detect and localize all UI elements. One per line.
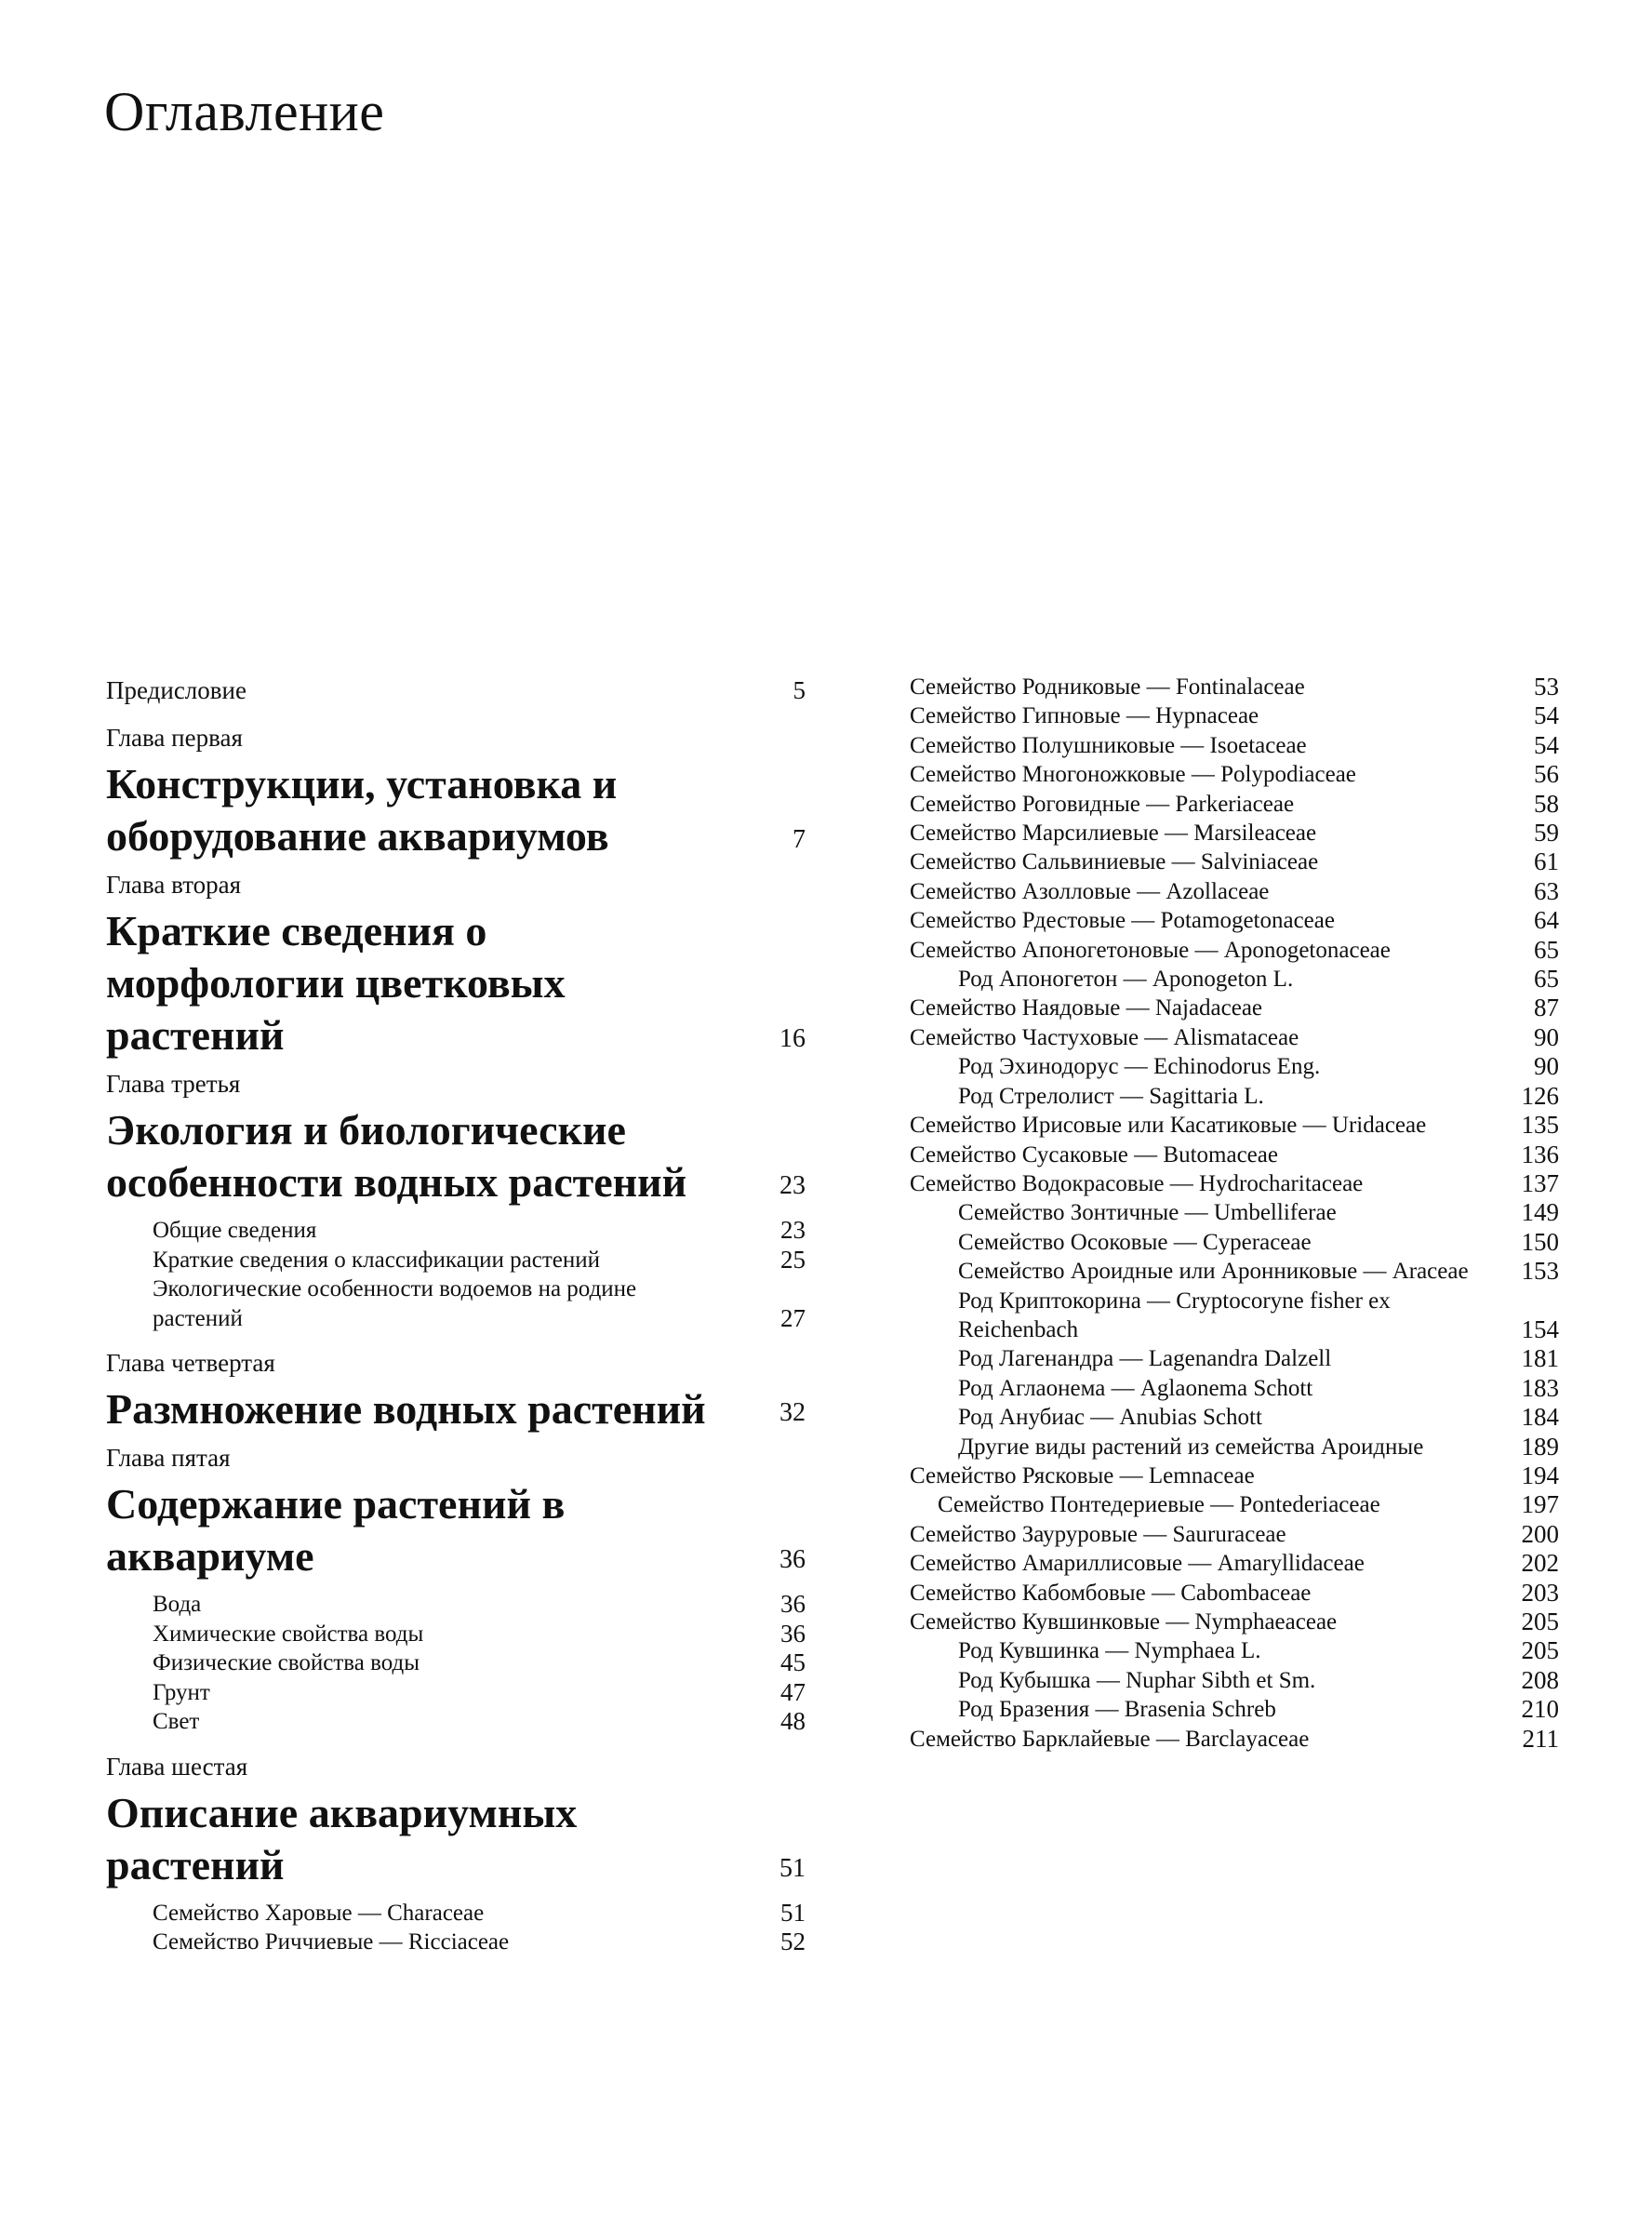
toc-page-number: 200 xyxy=(1521,1519,1559,1548)
toc-entry[interactable] xyxy=(910,1141,1559,1169)
toc-page-number: 154 xyxy=(1521,1314,1559,1343)
toc-entry-text: Семейство Частуховые — Alismataceae xyxy=(910,1024,1299,1050)
toc-entry-text: Вода xyxy=(153,1592,202,1617)
toc-entry[interactable] xyxy=(910,1725,1559,1754)
toc-entry-text: Семейство Рдестовые — Potamogetonaceae xyxy=(910,908,1335,934)
toc-page-number: 56 xyxy=(1534,760,1559,789)
chapter-label: Глава четвертая xyxy=(106,1349,275,1377)
toc-page-number: 202 xyxy=(1521,1549,1559,1578)
toc-page-number: 197 xyxy=(1521,1490,1559,1519)
toc-entry[interactable] xyxy=(910,936,1559,965)
page-title: Оглавление xyxy=(104,81,385,142)
toc-page-number: 27 xyxy=(780,1303,806,1332)
toc-entry-text: Другие виды растений из семейства Ароидные xyxy=(958,1434,1424,1460)
toc-page-number: 36 xyxy=(780,1619,806,1648)
toc-page-number: 23 xyxy=(779,1171,806,1200)
toc-entry[interactable] xyxy=(910,906,1559,935)
toc-entry-text: Грунт xyxy=(153,1679,210,1705)
toc-entry-genus[interactable] xyxy=(910,1082,1559,1111)
toc-entry[interactable] xyxy=(910,790,1559,819)
toc-entry-text: Семейство Родниковые — Fontinalaceae xyxy=(910,674,1305,700)
toc-entry-text: Семейство Апоногетоновые — Aponogetonaceae xyxy=(910,937,1391,963)
toc-entry[interactable] xyxy=(910,819,1559,847)
toc-page-number: 51 xyxy=(779,1853,806,1883)
toc-page-number: 87 xyxy=(1534,994,1559,1022)
toc-entry-text: Род Кувшинка — Nymphaea L. xyxy=(958,1638,1261,1664)
toc-page-number: 208 xyxy=(1521,1665,1559,1694)
toc-entry[interactable] xyxy=(910,994,1559,1022)
toc-entry-text: Общие сведения xyxy=(153,1218,317,1243)
toc-page-number: 184 xyxy=(1521,1403,1559,1432)
toc-entry-text: Семейство Сусаковые — Butomaceae xyxy=(910,1141,1278,1168)
chapter-title[interactable] xyxy=(106,905,806,1061)
toc-page-number: 36 xyxy=(779,1545,806,1574)
toc-page-number: 137 xyxy=(1521,1168,1559,1197)
toc-page-number: 211 xyxy=(1522,1724,1559,1753)
toc-entry-genus[interactable] xyxy=(910,1666,1559,1695)
toc-page-number: 90 xyxy=(1534,1052,1559,1081)
chapter-title-text: Содержание растений в аквариуме xyxy=(106,1480,566,1580)
toc-page-number: 153 xyxy=(1521,1257,1559,1286)
toc-entry-text: Род Лагенандра — Lagenandra Dalzell xyxy=(958,1346,1332,1372)
toc-page-number: 45 xyxy=(780,1648,806,1676)
toc-page-number: 205 xyxy=(1521,1608,1559,1635)
toc-page-number: 183 xyxy=(1521,1373,1559,1402)
chapter-title-text: Краткие сведения о морфологии цветковых растений xyxy=(106,907,566,1059)
chapter-title-text: Экология и биологические особенности водных растений xyxy=(106,1106,687,1206)
toc-section[interactable] xyxy=(106,1620,806,1649)
toc-entry-text: Физические свойства воды xyxy=(153,1650,420,1675)
toc-page-number: 149 xyxy=(1521,1198,1559,1227)
toc-entry[interactable] xyxy=(910,731,1559,760)
toc-page-number: 65 xyxy=(1534,935,1559,964)
toc-entry-genus[interactable] xyxy=(910,1695,1559,1724)
toc-section[interactable] xyxy=(106,1246,806,1275)
toc-section[interactable] xyxy=(106,1648,806,1678)
toc-entry-text: Семейство Азолловые — Azollaceae xyxy=(910,878,1270,904)
toc-page-number: 52 xyxy=(780,1928,806,1955)
toc-page-number: 53 xyxy=(1534,673,1559,701)
toc-page-number: 61 xyxy=(1534,847,1559,876)
toc-entry[interactable] xyxy=(910,1549,1559,1578)
chapter-title[interactable] xyxy=(106,1787,806,1891)
toc-page-number: 7 xyxy=(793,825,806,854)
toc-entry-text: Семейство Харовые — Characeae xyxy=(153,1900,485,1926)
toc-section[interactable] xyxy=(106,1274,806,1333)
toc-entry-text: Семейство Амариллисовые — Amaryllidaceae xyxy=(910,1551,1365,1577)
toc-section[interactable] xyxy=(106,1707,806,1737)
toc-entry-subfamily[interactable] xyxy=(910,1198,1559,1227)
toc-page-number: 150 xyxy=(1521,1227,1559,1256)
toc-page-number: 59 xyxy=(1534,819,1559,847)
toc-page-number: 205 xyxy=(1521,1636,1559,1665)
toc-page-number: 65 xyxy=(1534,965,1559,994)
toc-entry-text: Род Эхинодорус — Echinodorus Eng. xyxy=(958,1054,1321,1080)
toc-page-number: 203 xyxy=(1521,1578,1559,1607)
toc-entry[interactable] xyxy=(910,1608,1559,1636)
toc-entry-text: Предисловие xyxy=(106,676,246,704)
toc-page-number: 47 xyxy=(780,1677,806,1706)
toc-entry[interactable] xyxy=(910,701,1559,730)
toc-entry-text: Семейство Зонтичные — Umbelliferae xyxy=(958,1200,1337,1226)
toc-entry-text: Семейство Полушниковые — Isoetaceae xyxy=(910,732,1307,758)
toc-entry-text: Род Анубиас — Anubias Schott xyxy=(958,1405,1262,1431)
toc-entry[interactable] xyxy=(910,1111,1559,1140)
toc-entry-text: Семейство Марсилиевые — Marsileaceae xyxy=(910,821,1317,847)
toc-section[interactable] xyxy=(106,1590,806,1620)
toc-section[interactable] xyxy=(106,1928,806,1957)
toc-entry-text: Семейство Наядовые — Najadaceae xyxy=(910,995,1263,1021)
toc-page-number: 90 xyxy=(1534,1022,1559,1051)
toc-entry[interactable] xyxy=(910,673,1559,701)
chapter-label: Глава вторая xyxy=(106,871,242,899)
toc-section[interactable] xyxy=(106,1899,806,1928)
toc-entry-text: Экологические особенности водоемов на родине растений xyxy=(153,1276,637,1331)
toc-page-number: 25 xyxy=(780,1245,806,1274)
toc-page-number: 5 xyxy=(793,676,806,704)
chapter-label: Глава третья xyxy=(106,1070,241,1098)
toc-entry[interactable] xyxy=(910,1461,1559,1490)
chapter-title[interactable] xyxy=(106,1104,806,1208)
toc-entry-text: Род Кубышка — Nuphar Sibth et Sm. xyxy=(958,1667,1316,1693)
toc-entry[interactable] xyxy=(910,1169,1559,1198)
toc-entry-genus[interactable] xyxy=(910,1344,1559,1373)
toc-entry-genus[interactable] xyxy=(910,1433,1559,1461)
toc-page-number: 63 xyxy=(1534,876,1559,905)
toc-entry-subfamily[interactable] xyxy=(910,1257,1559,1286)
toc-entry-text: Семейство Осоковые — Cyperaceae xyxy=(958,1229,1312,1255)
toc-page-number: 194 xyxy=(1521,1461,1559,1489)
toc-entry-text: Род Криптокорина — Cryptocoryne fisher ex Reichenbach xyxy=(958,1288,1391,1342)
toc-page-number: 32 xyxy=(779,1398,806,1427)
chapter-title-text: Конструкции, установка и оборудование аквариумов xyxy=(106,760,618,860)
toc-entry-text: Семейство Сальвиниевые — Salviniaceae xyxy=(910,849,1319,875)
toc-entry-genus[interactable] xyxy=(910,1052,1559,1081)
toc-page-number: 189 xyxy=(1521,1432,1559,1461)
toc-entry-text: Краткие сведения о классификации растений xyxy=(153,1247,600,1273)
toc-entry-text: Семейство Многоножковые — Polypodiaceae xyxy=(910,762,1356,788)
chapter-title[interactable] xyxy=(106,1478,806,1582)
toc-entry-subfamily[interactable] xyxy=(910,1490,1559,1519)
toc-section[interactable] xyxy=(106,1678,806,1708)
toc-entry-text: Семейство Ароидные или Аронниковые — Araceae xyxy=(958,1259,1469,1285)
toc-entry-genus[interactable] xyxy=(910,1636,1559,1665)
toc-entry-text: Семейство Зауруровые — Saururaceae xyxy=(910,1521,1286,1547)
toc-page-number: 181 xyxy=(1521,1344,1559,1373)
toc-entry-genus[interactable] xyxy=(910,1403,1559,1432)
toc-left-column xyxy=(106,673,806,1970)
toc-entry-text: Семейство Понтедериевые — Pontederiaceae xyxy=(938,1492,1380,1518)
toc-entry[interactable] xyxy=(910,1520,1559,1549)
chapter-title-text: Размножение водных растений xyxy=(106,1385,706,1433)
toc-section[interactable] xyxy=(106,1216,806,1246)
toc-entry-text: Семейство Рясковые — Lemnaceae xyxy=(910,1462,1255,1488)
toc-page-number: 210 xyxy=(1521,1695,1559,1724)
section-list xyxy=(106,1590,806,1737)
toc-entry-text: Род Стрелолист — Sagittaria L. xyxy=(958,1083,1264,1109)
chapter-label: Глава шестая xyxy=(106,1752,248,1781)
toc-entry-preface[interactable] xyxy=(106,673,806,708)
toc-page-number: 54 xyxy=(1534,701,1559,730)
toc-entry-text: Семейство Ирисовые или Касатиковые — Uridaceae xyxy=(910,1113,1427,1139)
chapter-title-text: Описание аквариумных растений xyxy=(106,1788,578,1888)
toc-entry-genus[interactable] xyxy=(910,1374,1559,1403)
chapter-label: Глава первая xyxy=(106,724,243,752)
toc-entry[interactable] xyxy=(910,760,1559,789)
section-list xyxy=(106,1899,806,1957)
toc-page-number: 135 xyxy=(1521,1111,1559,1140)
toc-entry-text: Род Бразения — Brasenia Schreb xyxy=(958,1697,1276,1723)
toc-entry[interactable] xyxy=(910,877,1559,906)
toc-entry[interactable] xyxy=(910,1023,1559,1052)
toc-page-number: 16 xyxy=(779,1024,806,1053)
toc-entry-text: Род Апоногетон — Aponogeton L. xyxy=(958,967,1294,993)
toc-page-number: 36 xyxy=(780,1590,806,1618)
toc-page-number: 64 xyxy=(1534,906,1559,935)
toc-entry-text: Семейство Барклайевые — Barclayaceae xyxy=(910,1726,1310,1752)
chapter-title[interactable] xyxy=(106,758,806,862)
section-list xyxy=(106,1216,806,1333)
toc-page-number: 136 xyxy=(1521,1140,1559,1168)
toc-entry-genus[interactable] xyxy=(910,965,1559,994)
toc-entry-text: Семейство Кабомбовые — Cabombaceae xyxy=(910,1580,1312,1606)
toc-entry-subfamily[interactable] xyxy=(910,1228,1559,1257)
toc-entry-text: Химические свойства воды xyxy=(153,1621,424,1647)
toc-entry-text: Семейство Риччиевые — Ricciaceae xyxy=(153,1929,510,1955)
toc-entry[interactable] xyxy=(910,847,1559,876)
toc-right-column xyxy=(910,673,1559,1754)
toc-entry-text: Семейство Кувшинковые — Nymphaeaceae xyxy=(910,1609,1338,1635)
chapter-label: Глава пятая xyxy=(106,1444,231,1472)
toc-entry-text: Семейство Роговидные — Parkeriaceae xyxy=(910,791,1295,817)
toc-entry[interactable] xyxy=(910,1579,1559,1608)
toc-page-number: 48 xyxy=(780,1707,806,1735)
toc-page-number: 58 xyxy=(1534,789,1559,818)
chapter-title[interactable] xyxy=(106,1383,806,1435)
toc-entry-text: Свет xyxy=(153,1709,200,1734)
toc-page-number: 23 xyxy=(780,1216,806,1244)
toc-page-number: 126 xyxy=(1521,1081,1559,1110)
toc-entry-text: Семейство Гипновые — Hypnaceae xyxy=(910,703,1259,729)
toc-entry-genus[interactable] xyxy=(910,1287,1559,1345)
toc-page-number: 51 xyxy=(780,1898,806,1927)
toc-entry-text: Род Аглаонема — Aglaonema Schott xyxy=(958,1375,1313,1401)
toc-entry-text: Семейство Водокрасовые — Hydrocharitaceae xyxy=(910,1170,1364,1196)
toc-page-number: 54 xyxy=(1534,730,1559,759)
